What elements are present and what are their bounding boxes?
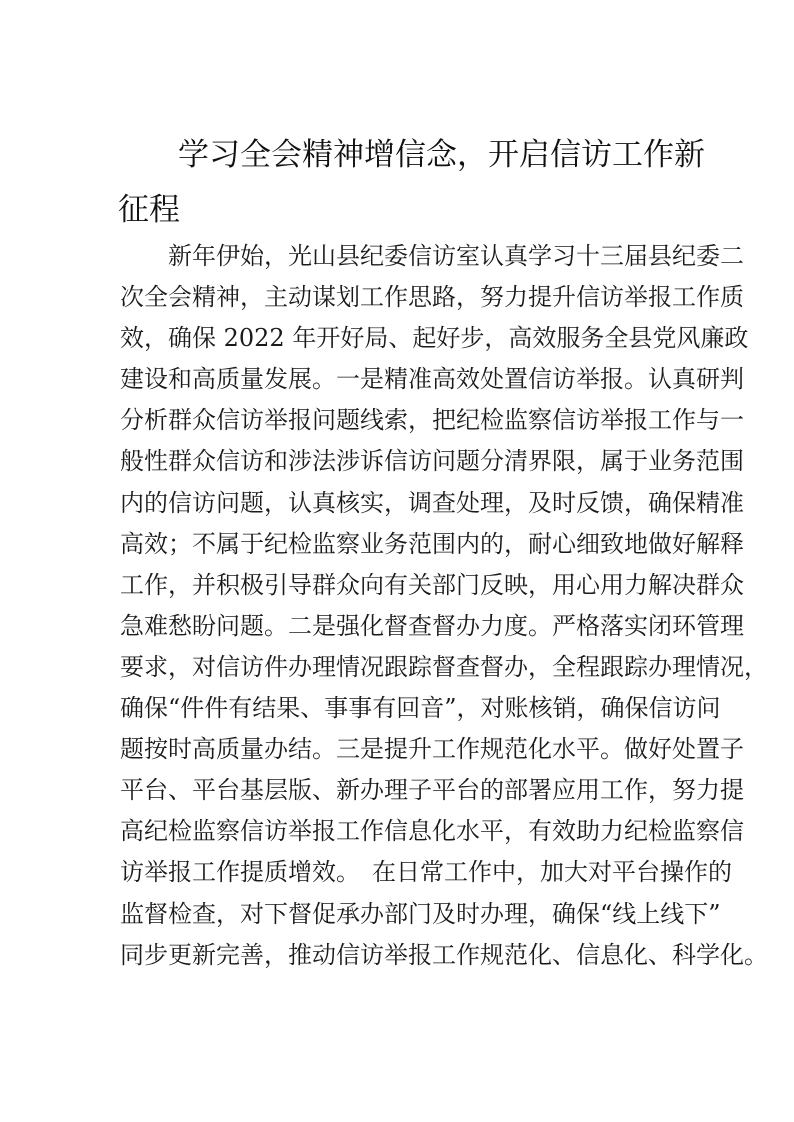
body-line: 题按时高质量办结。三是提升工作规范化水平。做好处置子 bbox=[120, 735, 744, 764]
body-line: 监督检查，对下督促承办部门及时办理，确保“线上线下” bbox=[120, 899, 721, 928]
body-line: 急难愁盼问题。二是强化督查督办力度。严格落实闭环管理 bbox=[120, 611, 744, 640]
body-line: 般性群众信访和涉法涉诉信访问题分清界限，属于业务范围 bbox=[120, 447, 744, 476]
body-line: 工作，并积极引导群众向有关部门反映，用心用力解决群众 bbox=[120, 570, 744, 599]
body-line: 高纪检监察信访举报工作信息化水平，有效助力纪检监察信 bbox=[120, 817, 744, 846]
body-line: 访举报工作提质增效。 在日常工作中，加大对平台操作的 bbox=[120, 858, 732, 887]
body-line: 建设和高质量发展。一是精准高效处置信访举报。认真研判 bbox=[120, 365, 744, 394]
body-line: 内的信访问题，认真核实，调查处理，及时反馈，确保精准 bbox=[120, 488, 744, 517]
document-title-line-1: 学习全会精神增信念，开启信访工作新 bbox=[178, 137, 705, 173]
body-line: 次全会精神，主动谋划工作思路，努力提升信访举报工作质 bbox=[120, 283, 744, 312]
body-line: 平台、平台基层版、新办理子平台的部署应用工作，努力提 bbox=[120, 776, 744, 805]
body-line: 确保“件件有结果、事事有回音”，对账核销，确保信访问 bbox=[120, 694, 721, 723]
body-line: 同步更新完善，推动信访举报工作规范化、信息化、科学化。 bbox=[120, 940, 768, 969]
body-line: 分析群众信访举报问题线索，把纪检监察信访举报工作与一 bbox=[120, 406, 744, 435]
document-body bbox=[120, 236, 768, 976]
body-line: 高效；不属于纪检监察业务范围内的，耐心细致地做好解释 bbox=[120, 529, 744, 558]
body-line: 新年伊始，光山县纪委信访室认真学习十三届县纪委二 bbox=[120, 242, 744, 270]
body-line: 要求，对信访件办理情况跟踪督查督办，全程跟踪办理情况， bbox=[120, 652, 768, 681]
document-title-line-2: 征程 bbox=[118, 192, 180, 228]
body-line: 效，确保 2022 年开好局、起好步，高效服务全县党风廉政 bbox=[120, 324, 749, 353]
